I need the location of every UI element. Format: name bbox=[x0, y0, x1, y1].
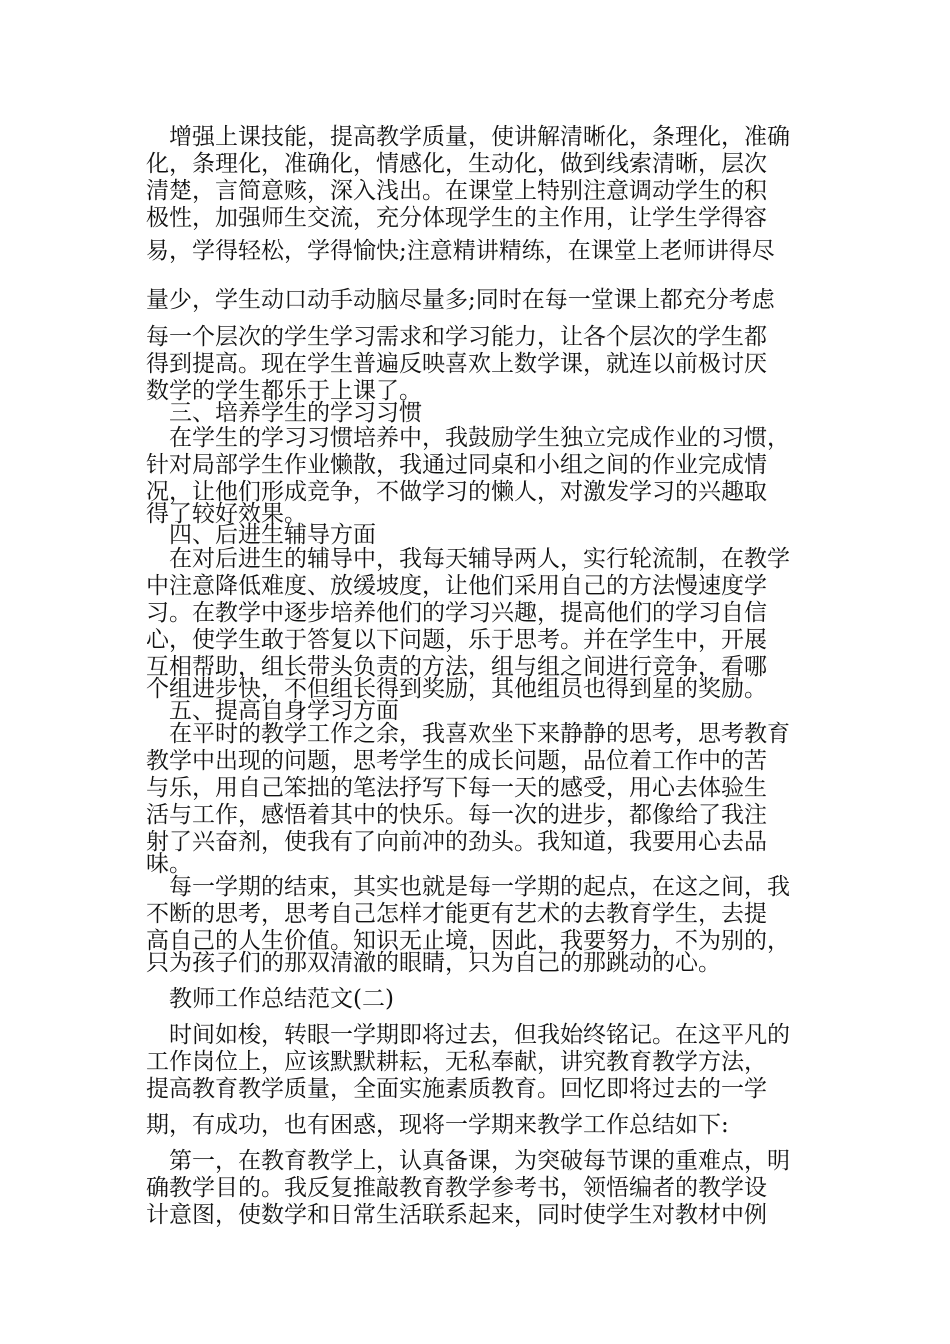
section-heading: 四、后进生辅导方面 bbox=[146, 522, 376, 548]
text-line: 时间如梭，转眼一学期即将过去，但我始终铭记。在这平凡的 bbox=[146, 1022, 790, 1048]
text-line: 第一，在教育教学上，认真备课，为突破每节课的重难点，明 bbox=[146, 1148, 790, 1174]
text-line: 在学生的学习习惯培养中，我鼓励学生独立完成作业的习惯， bbox=[146, 425, 790, 451]
text-line: 况，让他们形成竞争，不做学习的懒人，对激发学习的兴趣取 bbox=[146, 479, 767, 505]
text-line: 数学的学生都乐于上课了。 bbox=[146, 378, 422, 404]
text-line: 只为孩子们的那双清澈的眼睛，只为自己的那跳动的心。 bbox=[146, 950, 721, 976]
section-title: 教师工作总结范文(二) bbox=[146, 986, 394, 1012]
text-line: 期，有成功，也有困惑，现将一学期来教学工作总结如下: bbox=[146, 1112, 729, 1138]
text-line: 提高教育教学质量，全面实施素质教育。回忆即将过去的一学 bbox=[146, 1076, 767, 1102]
text-line: 射了兴奋剂，使我有了向前冲的劲头。我知道，我要用心去品 bbox=[146, 829, 767, 855]
section-heading: 五、提高自身学习方面 bbox=[146, 698, 399, 724]
text-line: 计意图，使数学和日常生活联系起来，同时使学生对教材中例 bbox=[146, 1202, 767, 1228]
text-line: 每一个层次的学生学习需求和学习能力，让各个层次的学生都 bbox=[146, 324, 767, 350]
text-line: 清楚，言简意赅，深入浅出。在课堂上特别注意调动学生的积 bbox=[146, 178, 767, 204]
section-heading: 三、培养学生的学习习惯 bbox=[146, 400, 422, 426]
text-line: 每一学期的结束，其实也就是每一学期的起点，在这之间，我 bbox=[146, 874, 790, 900]
text-line: 得到提高。现在学生普遍反映喜欢上数学课，就连以前极讨厌 bbox=[146, 351, 767, 377]
text-line: 中注意降低难度、放缓坡度，让他们采用自己的方法慢速度学 bbox=[146, 573, 767, 599]
text-line: 在平时的教学工作之余，我喜欢坐下来静静的思考，思考教育 bbox=[146, 721, 790, 747]
text-line: 习。在教学中逐步培养他们的学习兴趣，提高他们的学习自信 bbox=[146, 600, 767, 626]
text-line: 互相帮助，组长带头负责的方法，组与组之间进行竞争，看哪 bbox=[146, 654, 767, 680]
text-line: 增强上课技能，提高教学质量，使讲解清晰化，条理化，准确 bbox=[146, 124, 790, 150]
text-line: 针对局部学生作业懒散，我通过同桌和小组之间的作业完成情 bbox=[146, 452, 767, 478]
text-line: 不断的思考，思考自己怎样才能更有艺术的去教育学生，去提 bbox=[146, 901, 767, 927]
text-line: 高自己的人生价值。知识无止境，因此，我要努力，不为别的， bbox=[146, 928, 790, 954]
text-line: 确教学目的。我反复推敲教育教学参考书，领悟编者的教学设 bbox=[146, 1175, 767, 1201]
text-line: 易，学得轻松，学得愉快;注意精讲精练，在课堂上老师讲得尽 bbox=[146, 238, 775, 264]
text-line: 化，条理化，准确化，情感化，生动化，做到线索清晰，层次 bbox=[146, 151, 767, 177]
text-line: 工作岗位上，应该默默耕耘，无私奉献，讲究教育教学方法， bbox=[146, 1049, 767, 1075]
text-line: 量少，学生动口动手动脑尽量多;同时在每一堂课上都充分考虑 bbox=[146, 287, 775, 313]
text-line: 教学中出现的问题，思考学生的成长问题，品位着工作中的苦 bbox=[146, 748, 767, 774]
text-line: 味。 bbox=[146, 851, 192, 877]
text-line: 心，使学生敢于答复以下问题，乐于思考。并在学生中，开展 bbox=[146, 627, 767, 653]
text-line: 得了较好效果。 bbox=[146, 501, 307, 527]
text-line: 活与工作，感悟着其中的快乐。每一次的进步，都像给了我注 bbox=[146, 802, 767, 828]
text-line: 极性，加强师生交流，充分体现学生的主作用，让学生学得容 bbox=[146, 205, 767, 231]
text-line: 在对后进生的辅导中，我每天辅导两人，实行轮流制，在教学 bbox=[146, 546, 790, 572]
text-line: 个组进步快，不但组长得到奖励，其他组员也得到星的奖励。 bbox=[146, 676, 767, 702]
text-line: 与乐，用自己笨拙的笔法抒写下每一天的感受，用心去体验生 bbox=[146, 775, 767, 801]
